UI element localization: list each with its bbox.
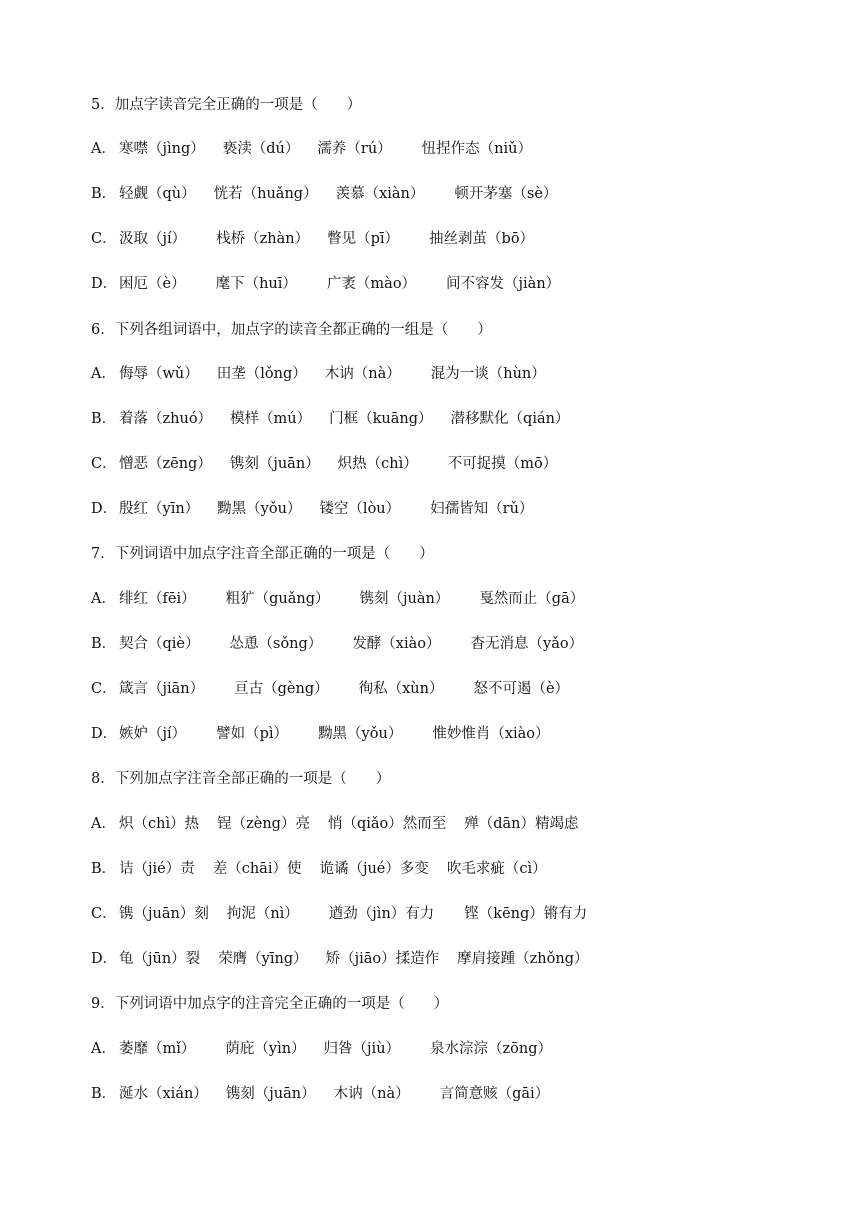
option-item: 麾下（huī）: [215, 276, 297, 292]
option-item: 泉水淙淙（zōng）: [430, 1041, 553, 1057]
option-item: 殷红（yīn）: [119, 501, 200, 517]
question-6-option-b: [91, 406, 840, 432]
option-item: 徇私（xùn）: [358, 681, 444, 697]
option-item: 契合（qiè）: [119, 636, 200, 652]
option-item: 炽（chì）热: [119, 816, 200, 832]
option-item: 木讷（nà）: [333, 1086, 410, 1102]
option-label: C．: [91, 456, 117, 472]
option-item: 炽热（chì）: [337, 456, 418, 472]
option-item: 归咎（jiù）: [323, 1041, 401, 1057]
question-7-option-b: [91, 631, 840, 657]
option-item: 惟妙惟肖（xiào）: [432, 726, 550, 742]
option-item: 田垄（lǒng）: [216, 366, 307, 382]
option-item: 差（chāi）使: [212, 861, 302, 877]
option-item: 木讷（nà）: [324, 366, 401, 382]
option-item: 镌（juān）刻: [119, 906, 209, 922]
option-item: 困厄（è）: [119, 276, 186, 292]
question-9-option-a: [91, 1036, 840, 1062]
option-item: 铿（kēng）锵有力: [464, 906, 588, 922]
option-item: 着落（zhuó）: [119, 411, 213, 427]
option-item: 黝黑（yǒu）: [217, 501, 302, 517]
option-label: B．: [91, 186, 117, 202]
question-9-stem: 9．下列词语中加点字的注音完全正确的一项是（ ）: [91, 996, 449, 1012]
option-item: 羡慕（xiàn）: [335, 186, 425, 202]
option-label: A．: [91, 816, 116, 832]
option-label: B．: [91, 636, 117, 652]
option-label: A．: [91, 141, 116, 157]
option-item: 发酵（xiào）: [352, 636, 441, 652]
option-item: 镌刻（juān）: [225, 1086, 316, 1102]
question-5-option-b: [91, 181, 840, 207]
question-8-option-d: [91, 946, 840, 972]
option-label: A．: [91, 591, 116, 607]
question-8-option-c: [91, 901, 840, 927]
option-item: 镌刻（juān）: [229, 456, 320, 472]
option-item: 轻觑（qù）: [119, 186, 196, 202]
option-label: C．: [91, 231, 117, 247]
option-label: D．: [91, 276, 118, 292]
question-5-option-c: [91, 226, 840, 252]
option-item: 忸捏作态（niǔ）: [421, 141, 532, 157]
option-item: 恍若（huǎng）: [213, 186, 318, 202]
option-item: 濡养（rú）: [317, 141, 392, 157]
option-item: 拘泥（nì）: [226, 906, 299, 922]
option-item: 涎水（xián）: [119, 1086, 208, 1102]
option-item: 怂恿（sǒng）: [229, 636, 323, 652]
option-item: 镌刻（juàn）: [359, 591, 450, 607]
option-item: 不可捉摸（mō）: [447, 456, 558, 472]
option-item: 怒不可遏（è）: [473, 681, 570, 697]
option-label: A．: [91, 1041, 116, 1057]
option-item: 栈桥（zhàn）: [216, 231, 310, 247]
option-item: 杳无消息（yǎo）: [470, 636, 584, 652]
option-item: 妇孺皆知（rǔ）: [430, 501, 534, 517]
question-6-stem: 6．下列各组词语中，加点字的读音全都正确的一组是（ ）: [91, 322, 492, 338]
option-item: 诘（jié）责: [119, 861, 195, 877]
option-label: B．: [91, 1086, 117, 1102]
option-item: 荫庇（yìn）: [225, 1041, 306, 1057]
option-item: 抽丝剥茧（bō）: [429, 231, 535, 247]
question-6-option-d: [91, 496, 840, 522]
option-item: 亘古（gèng）: [234, 681, 329, 697]
question-6-option-a: [91, 361, 840, 387]
option-item: 殚（dān）精竭虑: [464, 816, 579, 832]
option-item: 箴言（jiān）: [119, 681, 205, 697]
question-8-option-b: [91, 856, 840, 882]
option-item: 寒噤（jìng）: [119, 141, 205, 157]
option-label: D．: [91, 726, 118, 742]
option-item: 嫉妒（jí）: [119, 726, 187, 742]
option-label: D．: [91, 501, 118, 517]
option-item: 遒劲（jìn）有力: [328, 906, 435, 922]
option-item: 潜移默化（qián）: [450, 411, 570, 427]
question-5-option-a: [91, 136, 840, 162]
question-7-option-c: [91, 676, 840, 702]
option-item: 顿开茅塞（sè）: [454, 186, 558, 202]
option-label: D．: [91, 951, 118, 967]
option-item: 黝黑（yǒu）: [318, 726, 403, 742]
option-label: A．: [91, 366, 116, 382]
question-7-stem: 7．下列词语中加点字注音全部正确的一项是（ ）: [91, 546, 434, 562]
option-item: 绯红（fēi）: [119, 591, 196, 607]
question-8-stem: 8．下列加点字注音全部正确的一项是（ ）: [91, 771, 391, 787]
option-item: 瞥见（pī）: [327, 231, 400, 247]
option-item: 锃（zèng）亮: [217, 816, 310, 832]
option-item: 镂空（lòu）: [319, 501, 401, 517]
option-item: 摩肩接踵（zhǒng）: [457, 951, 589, 967]
option-item: 譬如（pì）: [216, 726, 289, 742]
option-label: C．: [91, 906, 117, 922]
option-item: 门框（kuāng）: [329, 411, 433, 427]
option-item: 矫（jiāo）揉造作: [325, 951, 440, 967]
option-item: 间不容发（jiàn）: [446, 276, 561, 292]
question-9-option-b: [91, 1081, 840, 1107]
option-label: B．: [91, 861, 117, 877]
option-item: 戛然而止（gā）: [479, 591, 585, 607]
option-item: 吹毛求疵（cì）: [446, 861, 547, 877]
option-item: 龟（jūn）裂: [119, 951, 201, 967]
option-item: 模样（mú）: [230, 411, 312, 427]
option-item: 混为一谈（hùn）: [430, 366, 546, 382]
option-item: 广袤（mào）: [326, 276, 417, 292]
option-label: B．: [91, 411, 117, 427]
option-item: 言简意赅（gāi）: [439, 1086, 550, 1102]
option-item: 亵渎（dú）: [222, 141, 300, 157]
option-label: C．: [91, 681, 117, 697]
option-item: 粗犷（guǎng）: [225, 591, 330, 607]
question-6-option-c: [91, 451, 840, 477]
question-7-option-a: [91, 586, 840, 612]
question-7-option-d: [91, 721, 840, 747]
option-item: 荣膺（yīng）: [218, 951, 308, 967]
question-5-option-d: [91, 271, 840, 297]
option-item: 汲取（jí）: [119, 231, 187, 247]
option-item: 侮辱（wǔ）: [119, 366, 199, 382]
option-item: 萎靡（mǐ）: [119, 1041, 196, 1057]
option-item: 憎恶（zēng）: [119, 456, 212, 472]
question-5-stem: 5．加点字读音完全正确的一项是（ ）: [91, 97, 362, 113]
question-8-option-a: [91, 811, 840, 837]
option-item: 悄（qiǎo）然而至: [327, 816, 447, 832]
option-item: 诡谲（jué）多变: [319, 861, 429, 877]
